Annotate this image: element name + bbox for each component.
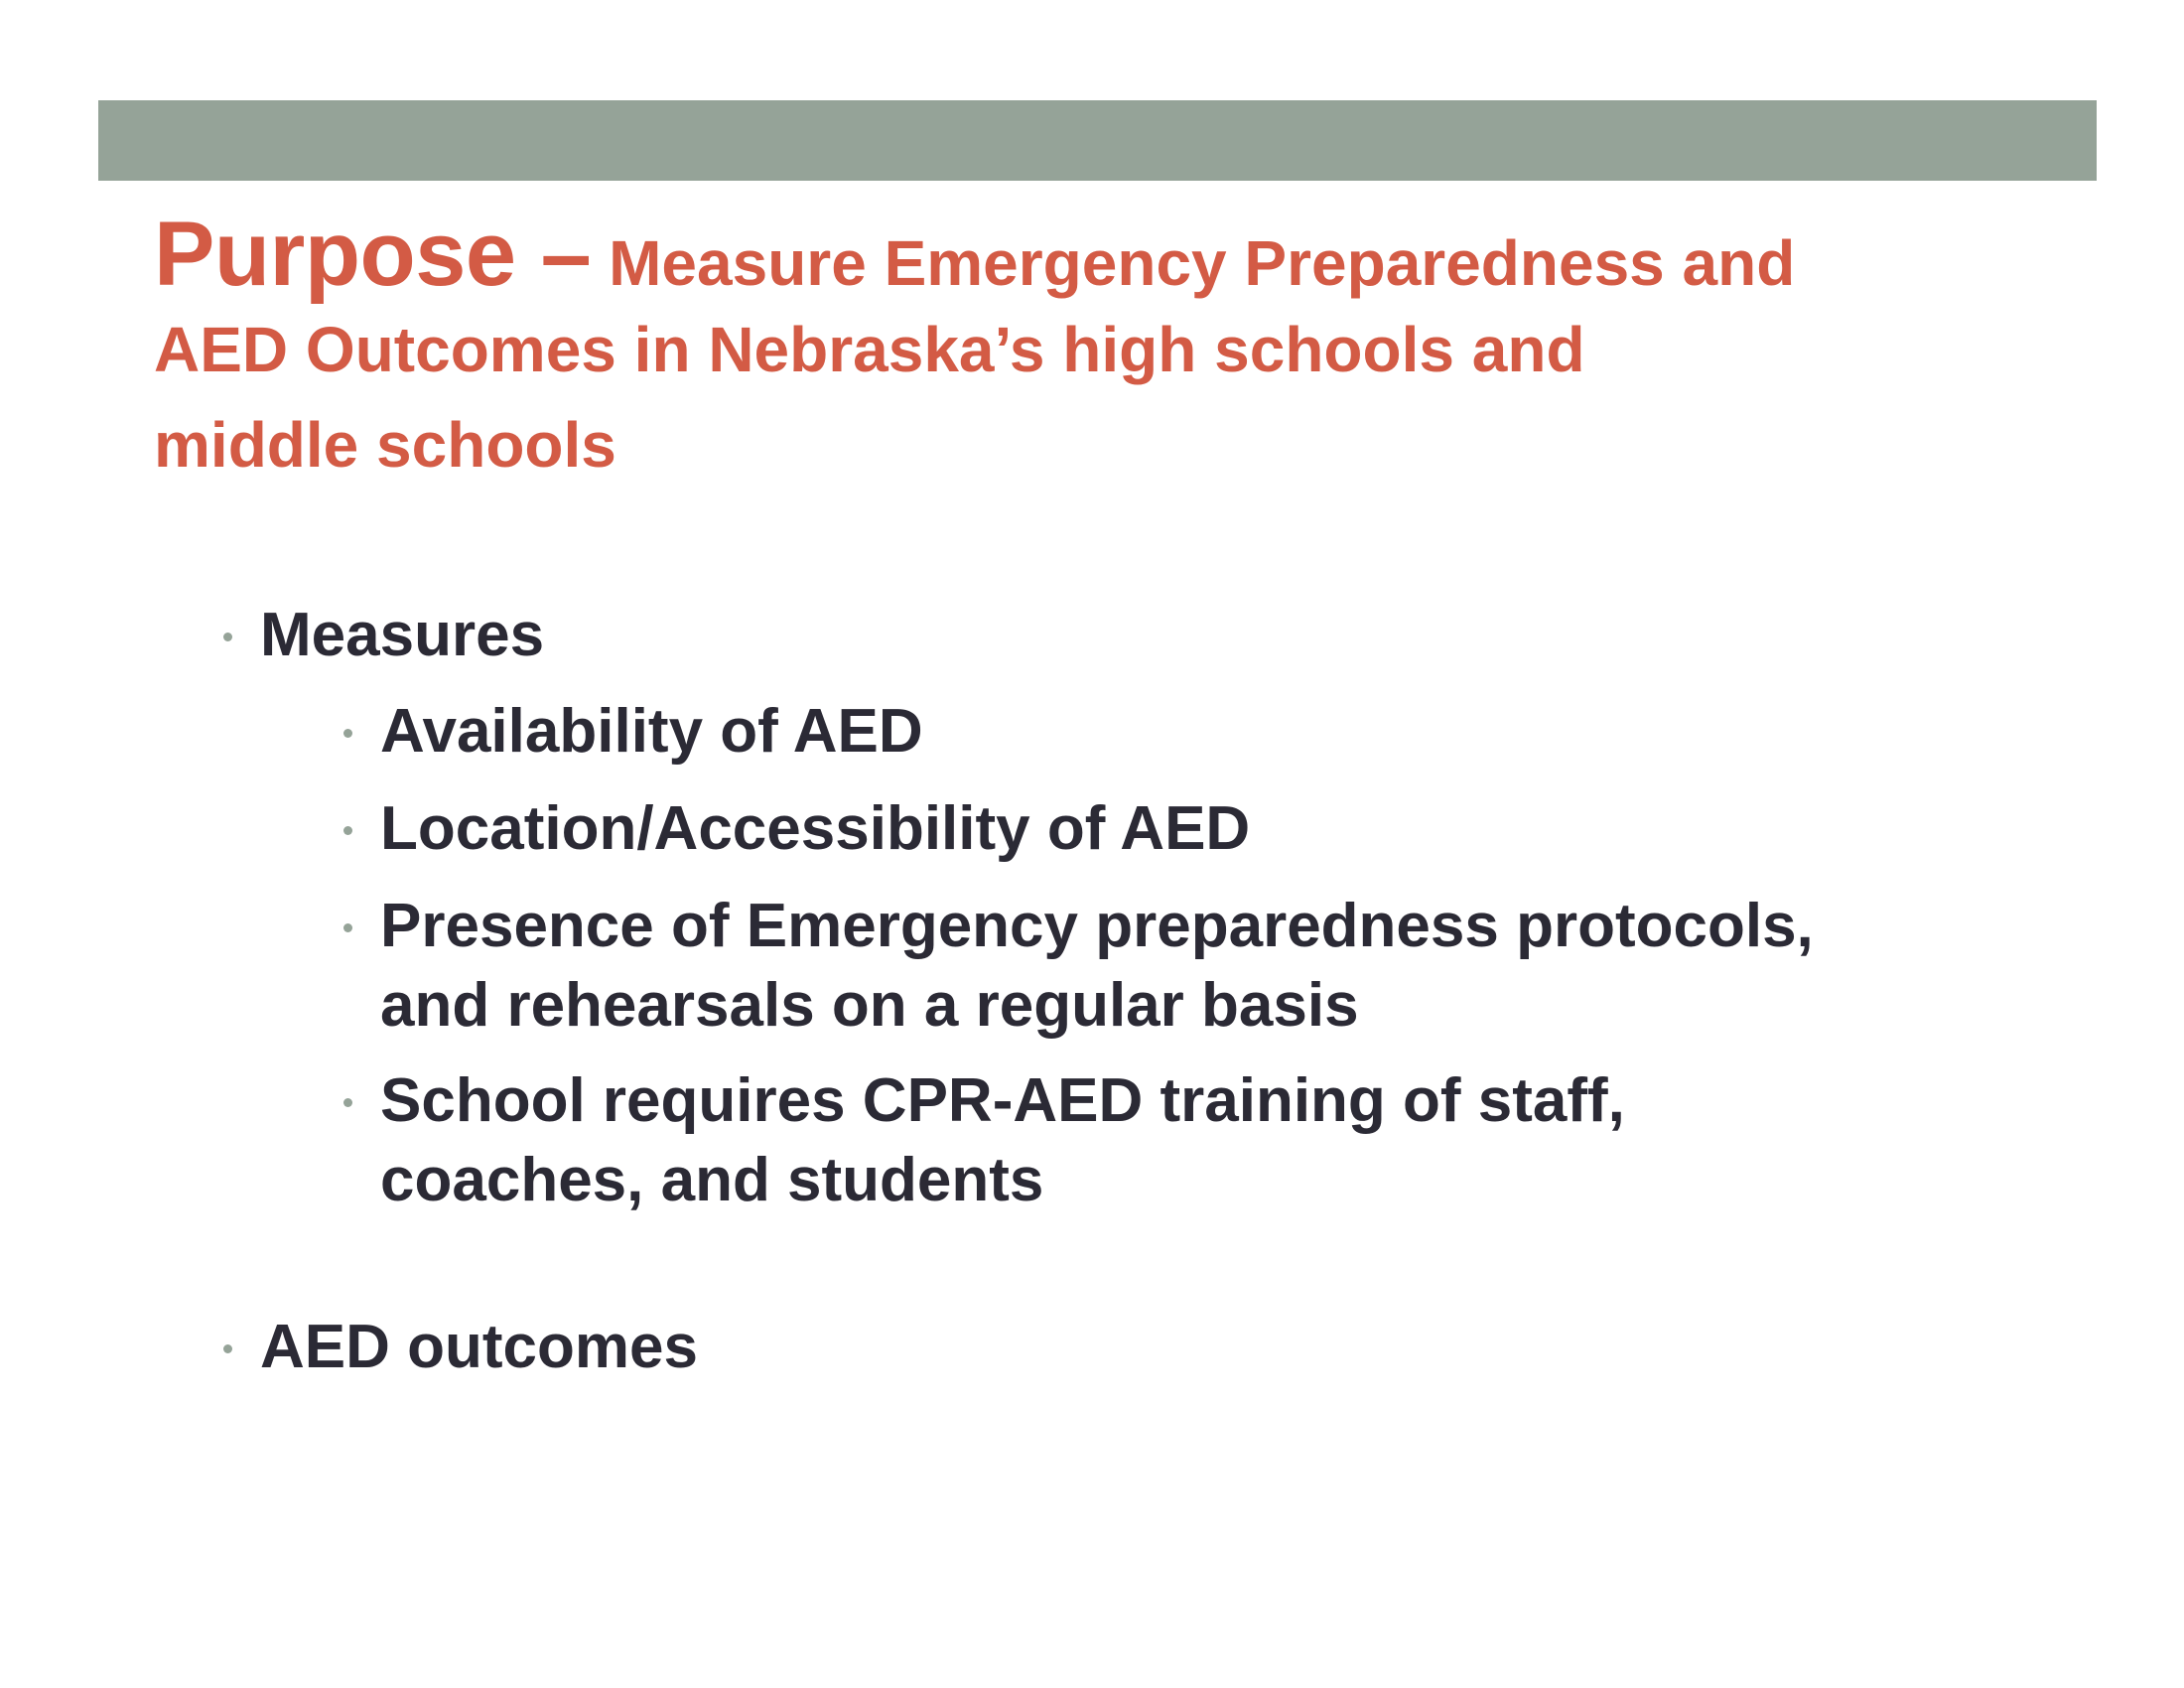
title-lead: Purpose – <box>154 204 592 305</box>
bullet-measures: Measures <box>260 596 544 675</box>
sub-bullet-availability: Availability of AED <box>380 692 923 772</box>
sub-bullet-location: Location/Accessibility of AED <box>380 789 1250 869</box>
bullet-dot-icon <box>223 633 232 641</box>
title-line-1 <box>154 204 2100 305</box>
title-line-3: middle schools <box>154 409 616 481</box>
sub-bullet-training: School requires CPR-AED training of staff, coaches, and students <box>380 1061 1625 1220</box>
bullet-dot-icon <box>343 1098 352 1107</box>
slide-title <box>154 204 2100 492</box>
bullet-dot-icon <box>223 1344 232 1353</box>
bullet-dot-icon <box>343 729 352 738</box>
title-line-2: AED Outcomes in Nebraska’s high schools and <box>154 314 1585 385</box>
sub-bullet-protocols: Presence of Emergency preparedness protocols, and rehearsals on a regular basis <box>380 887 1814 1046</box>
bullet-dot-icon <box>343 923 352 932</box>
bullet-aed-outcomes: AED outcomes <box>260 1308 698 1387</box>
header-bar <box>98 100 2097 181</box>
title-line-1-rest: Measure Emergency Preparedness and <box>591 227 1796 299</box>
bullet-dot-icon <box>343 826 352 835</box>
